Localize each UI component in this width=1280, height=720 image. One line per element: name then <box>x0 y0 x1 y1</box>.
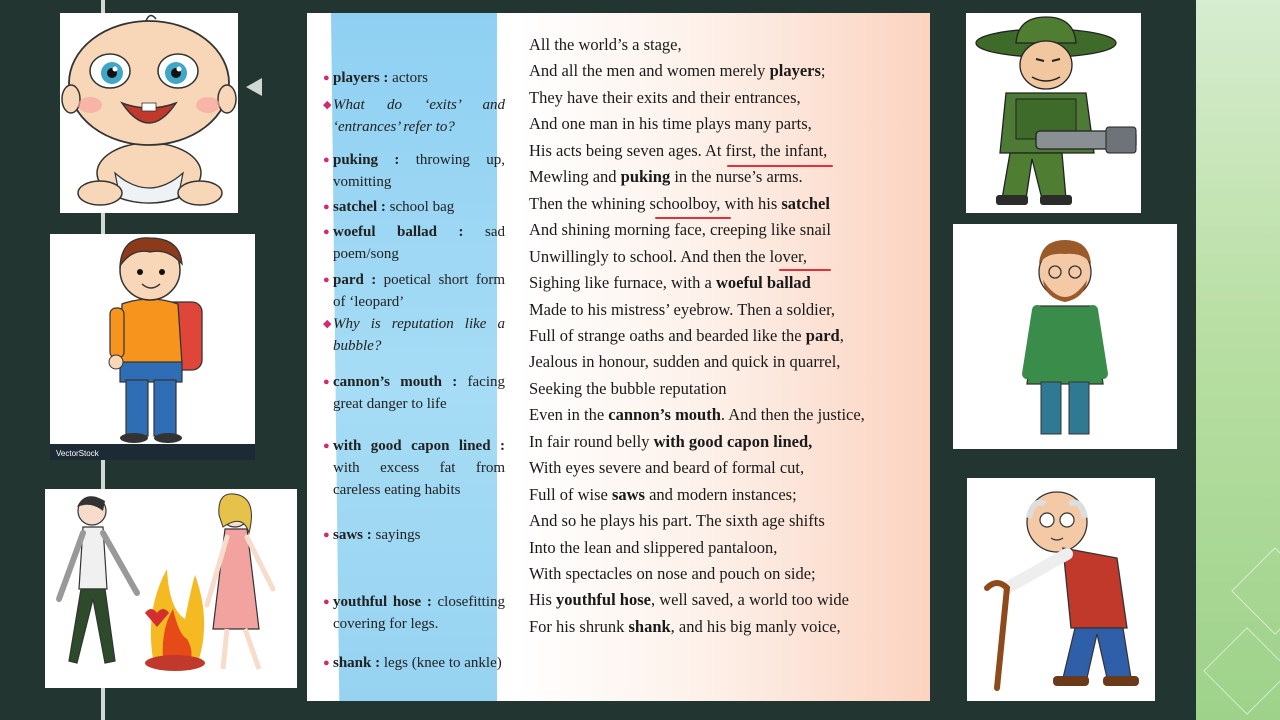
poem-line <box>529 326 844 346</box>
glossary-entry <box>323 371 505 415</box>
glossary-definition: closefitting covering for legs. <box>333 594 505 632</box>
vectorstock-watermark: VectorStock <box>56 449 99 458</box>
poem-line-text: For his shrunk <box>529 616 629 636</box>
poem-line-text: They have their exits and their entrances, <box>529 87 801 107</box>
glossary-definition: poetical short form of ‘leopard’ <box>333 272 506 310</box>
poem-line <box>529 194 830 214</box>
underline-schoolboy <box>655 217 731 219</box>
poem-line <box>529 273 811 293</box>
poem-line-text: All the world’s a stage, <box>529 35 682 54</box>
textbook-page <box>307 13 930 701</box>
glossary-entry <box>323 221 505 265</box>
glossary-term: players : <box>333 70 389 86</box>
bullet-icon: ● <box>323 226 330 238</box>
bullet-icon: ● <box>323 596 330 608</box>
bullet-icon: ◆ <box>323 99 332 111</box>
poem-keyword: players <box>769 61 821 81</box>
glossary-definition: with excess fat from careless eating habits <box>333 460 505 498</box>
poem-line-text: Full of wise <box>529 484 612 504</box>
deco-chevron <box>1231 547 1280 635</box>
poem-line <box>529 35 682 55</box>
poem-line <box>529 617 841 637</box>
poem-line-text: , <box>839 325 844 345</box>
poem-line-text: in the nurse’s arms. <box>670 167 803 187</box>
glossary-definition: school bag <box>389 199 455 215</box>
poem-line <box>529 590 849 610</box>
poem-line <box>529 141 827 161</box>
bullet-icon: ● <box>323 154 330 166</box>
poem-line <box>529 61 826 81</box>
slide-corner-triangle <box>246 78 262 96</box>
old-man-illustration <box>967 478 1155 701</box>
poem-line-text: And one man in his time plays many parts, <box>529 114 812 134</box>
lovers-illustration <box>45 489 297 688</box>
poem-keyword: with good capon lined, <box>653 431 813 451</box>
poem-line-text: Jealous in honour, sudden and quick in quarrel, <box>529 352 841 372</box>
glossary-term: pard : <box>333 272 377 288</box>
glossary-entry <box>323 524 505 546</box>
glossary-term: shank : <box>333 655 381 671</box>
poem-keyword: cannon’s mouth <box>608 405 721 425</box>
poem-line-text: Full of strange oaths and bearded like the <box>529 325 806 345</box>
underline-infant <box>727 165 833 167</box>
poem-line-text: , and his big manly voice, <box>670 616 841 636</box>
poem-line <box>529 300 835 320</box>
poem-line-text: , well saved, a world too wide <box>650 590 849 610</box>
glossary-term: with good capon lined : <box>333 438 505 454</box>
poem-line <box>529 564 816 584</box>
glossary-entry <box>323 149 505 193</box>
poem-keyword: woeful ballad <box>715 273 811 293</box>
schoolboy-illustration <box>50 234 255 460</box>
poem-line-text: Seeking the bubble reputation <box>529 378 727 398</box>
underline-lover <box>779 269 831 271</box>
poem-line-text: His acts being seven ages. At first, the infant, <box>529 140 828 160</box>
poem-line <box>529 114 812 134</box>
poem-line-text: Into the lean and slippered pantaloon, <box>529 537 778 557</box>
bullet-icon: ● <box>323 440 330 452</box>
poem-keyword: satchel <box>781 193 830 213</box>
poem-line <box>529 538 777 558</box>
soldier-picture <box>966 13 1141 213</box>
glossary-definition: sad poem/song <box>333 224 505 262</box>
poem-keyword: shank <box>628 616 671 636</box>
glossary-entry <box>323 269 506 313</box>
glossary-definition: facing great danger to life <box>333 374 505 412</box>
old-man-picture <box>967 478 1155 701</box>
glossary-question <box>323 313 505 357</box>
glossary-question-text: What do ‘exits’ and ‘entrances’ refer to? <box>333 97 505 135</box>
glossary-term: cannon’s mouth : <box>333 374 458 390</box>
poem-line <box>529 167 803 187</box>
poem-line <box>529 88 801 108</box>
glossary-entry <box>323 196 505 218</box>
poem-line <box>529 220 831 240</box>
poem-line-text: Unwillingly to school. And then the lover, <box>529 246 807 266</box>
baby-illustration <box>60 13 238 213</box>
poem-keyword: puking <box>620 167 671 187</box>
bullet-icon: ● <box>323 529 330 541</box>
poem-line-text: Even in the <box>529 405 609 425</box>
poem-line <box>529 511 825 531</box>
bullet-icon: ● <box>323 657 330 669</box>
glossary-term: puking : <box>333 152 400 168</box>
glossary-question <box>323 94 505 138</box>
poem-keyword: pard <box>805 325 840 345</box>
poem-line-text: Mewling and <box>529 167 621 187</box>
poem-line-text: With spectacles on nose and pouch on side; <box>529 564 816 583</box>
glossary-entry <box>323 591 505 635</box>
poem-line <box>529 485 797 505</box>
poem-line-text: In fair round belly <box>529 431 654 451</box>
soldier-illustration <box>966 13 1141 213</box>
poem-keyword: youthful hose <box>556 590 651 610</box>
poem-line-text: . And then the justice, <box>720 405 865 425</box>
poem-line-text: And shining morning face, creeping like snail <box>529 220 831 240</box>
glossary-question-text: Why is reputation like a bubble? <box>333 316 505 354</box>
poem-line-text: Made to his mistress’ eyebrow. Then a soldier, <box>529 299 836 319</box>
bearded-man-illustration <box>953 224 1177 449</box>
glossary-definition: legs (knee to ankle) <box>383 655 502 671</box>
glossary-definition: throwing up, vomitting <box>333 152 505 190</box>
deco-chevron <box>1203 627 1280 715</box>
glossary-entry <box>323 67 505 89</box>
glossary-term: woeful ballad : <box>333 224 464 240</box>
poem-line-text: and modern instances; <box>644 484 797 504</box>
glossary-definition: sayings <box>375 527 421 543</box>
glossary-term: satchel : <box>333 199 386 215</box>
bullet-icon: ● <box>323 376 330 388</box>
poem-line-text: With eyes severe and beard of formal cut, <box>529 458 805 478</box>
lovers-picture <box>45 489 297 688</box>
glossary-term: saws : <box>333 527 372 543</box>
bullet-icon: ● <box>323 72 330 84</box>
poem-line <box>529 247 807 267</box>
justice-picture <box>953 224 1177 449</box>
poem-line-text: Sighing like furnace, with a <box>529 273 716 293</box>
poem-line-text: And so he plays his part. The sixth age shifts <box>529 511 825 531</box>
schoolboy-picture <box>50 234 255 460</box>
poem-line <box>529 458 804 478</box>
slide-right-band <box>1196 0 1280 720</box>
bullet-icon: ● <box>323 274 330 286</box>
poem-line-text: His <box>529 590 557 610</box>
poem-line-text: Then the whining schoolboy, with his <box>529 193 782 213</box>
poem-line <box>529 379 727 399</box>
bullet-icon: ◆ <box>323 318 332 330</box>
poem-line <box>529 352 840 372</box>
poem-line-text: ; <box>820 61 826 81</box>
glossary-term: youthful hose : <box>333 594 432 610</box>
poem-line-text: And all the men and women merely <box>529 61 770 81</box>
glossary-entry <box>323 652 505 674</box>
glossary-definition: actors <box>392 70 428 86</box>
infant-picture <box>60 13 238 213</box>
poem-line <box>529 432 812 452</box>
bullet-icon: ● <box>323 201 330 213</box>
poem-line <box>529 405 865 425</box>
poem-keyword: saws <box>611 484 645 504</box>
glossary-entry <box>323 435 505 501</box>
